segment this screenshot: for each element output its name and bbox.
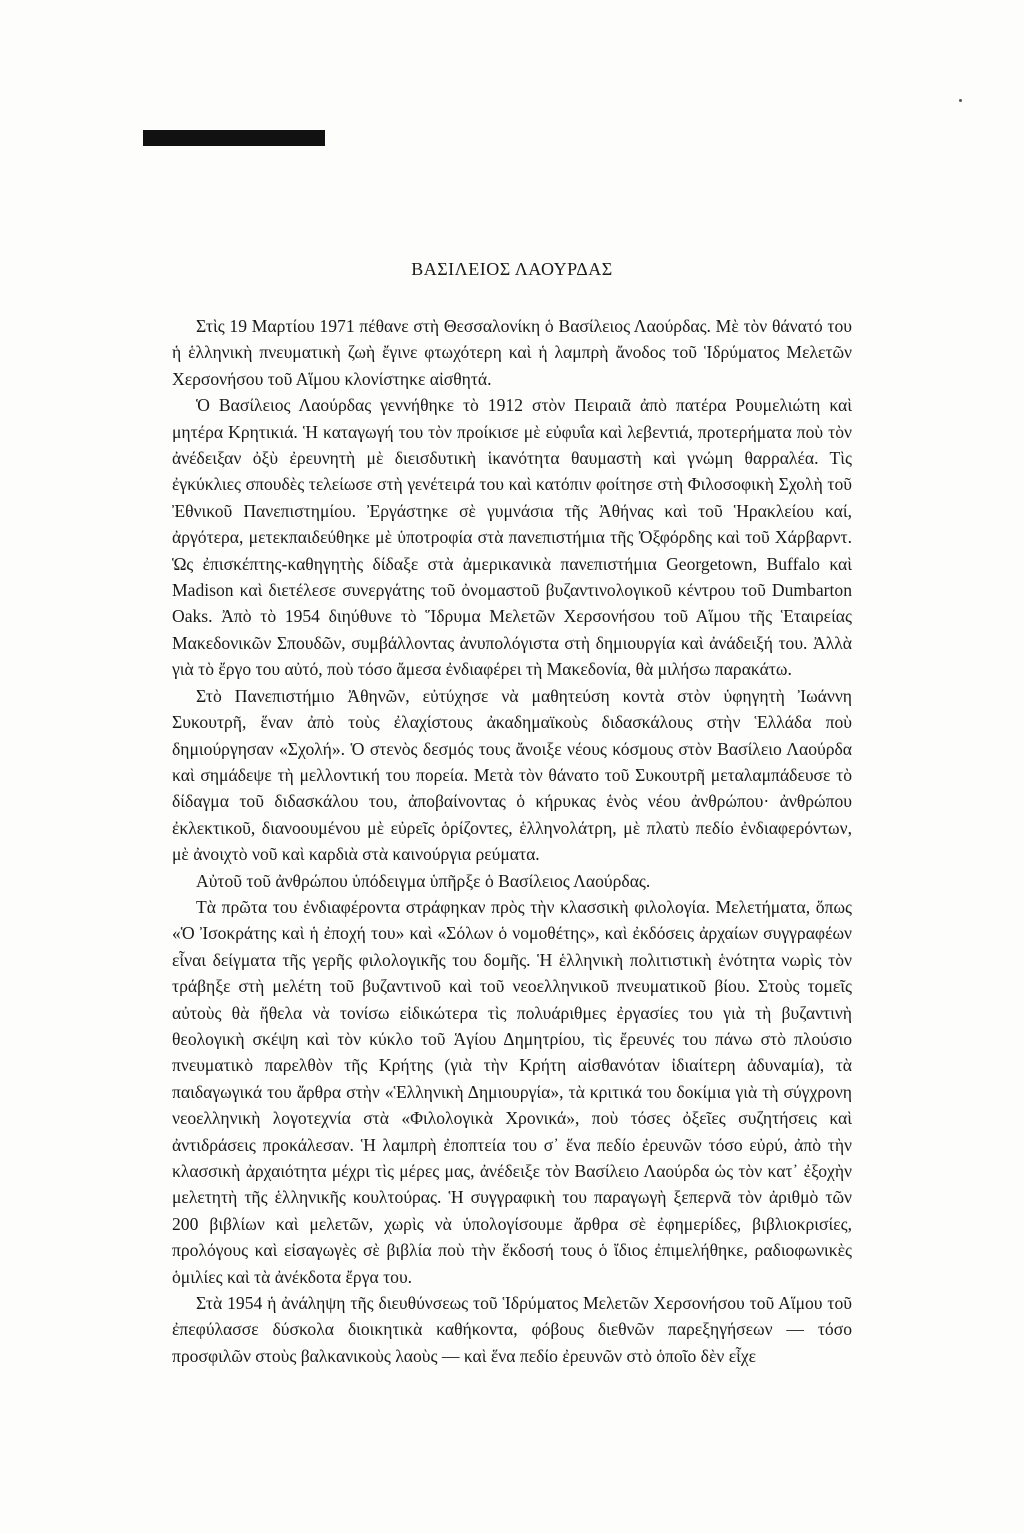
article-title: ΒΑΣΙΛΕΙΟΣ ΛΑΟΥΡΔΑΣ: [411, 259, 613, 279]
paragraph: Αὐτοῦ τοῦ ἀνθρώπου ὑπόδειγμα ὑπῆρξε ὁ Βασίλειος Λαούρδας.: [196, 870, 651, 891]
paragraph: Ὁ Βασίλειος Λαούρδας γεννήθηκε τὸ 1912 στὸν Πειραιᾶ ἀπὸ πατέρα Ρουμελιώτη καὶ μητέρα Κρητικιά. Ἡ καταγωγή του τὸν προίκισε μὲ εὐφυΐα καὶ λεβεντιά, προτερήματα ποὺ τὸν ἀνέδειξαν ὀξὺ ἐρευνητὴ μὲ διεισδυτικὴ ἱκανότητα θαυμαστὴ καὶ γνώμη θαρραλέα. Τὶς ἐγκύκλιες σπουδὲς τελείωσε στὴ γενέτειρά του καὶ κατόπιν φοίτησε στὴ Φιλοσοφικὴ Σχολὴ τοῦ Ἐθνικοῦ Πανεπιστημίου. Ἐργάστηκε σὲ γυμνάσια τῆς Ἀθήνας καὶ τοῦ Ἡρακλείου καί, ἀργότερα, μετεκπαιδεύθηκε μὲ ὑποτροφία στὰ πανεπιστήμια τῆς Ὀξφόρδης καὶ τοῦ Χάρβαρντ. Ὡς ἐπισκέπτης-καθηγητὴς δίδαξε στὰ ἀμερικανικὰ πανεπιστήμια Georgetown, Buffalo καὶ Madison καὶ διετέλεσε συνεργάτης τοῦ ὀνομαστοῦ βυζαντινολογικοῦ κέντρου τοῦ Dumbarton Oaks. Ἀπὸ τὸ 1954 διηύθυνε τὸ Ἵδρυμα Μελετῶν Χερσονήσου τοῦ Αἵμου τῆς Ἑταιρείας Μακεδονικῶν Σπουδῶν, συμβάλλοντας ἀνυπολόγιστα στὴ δημιουργία καὶ ἀνάδειξή του. Ἀλλὰ γιὰ τὸ ἔργο του αὐτό, ποὺ τόσο ἄμεσα ἐνδιαφέρει τὴ Μακεδονία, θὰ μιλήσω παρακάτω.: [172, 395, 852, 680]
paragraph: Στὶς 19 Μαρτίου 1971 πέθανε στὴ Θεσσαλονίκη ὁ Βασίλειος Λαούρδας. Μὲ τὸν θάνατό του ἡ ἑλληνικὴ πνευματικὴ ζωὴ ἔγινε φτωχότερη καὶ ἡ λαμπρὴ ἄνοδος τοῦ Ἱδρύματος Μελετῶν Χερσονήσου τοῦ Αἵμου κλονίστηκε αἰσθητά.: [172, 316, 852, 389]
header-bar: [143, 130, 325, 146]
scan-speck: [959, 99, 962, 102]
article-body: [172, 313, 852, 1369]
paragraph: Στὸ Πανεπιστήμιο Ἀθηνῶν, εὐτύχησε νὰ μαθητεύση κοντὰ στὸν ὑφηγητὴ Ἰωάννη Συκουτρῆ, ἕναν ἀπὸ τοὺς ἐλαχίστους ἀκαδημαϊκοὺς διδασκάλους στὴν Ἑλλάδα ποὺ δημιούργησαν «Σχολή». Ὁ στενὸς δεσμός τους ἄνοιξε νέους κόσμους στὸν Βασίλειο Λαούρδα καὶ σημάδεψε τὴ μελλοντική του πορεία. Μετὰ τὸν θάνατο τοῦ Συκουτρῆ μεταλαμπάδευσε τὸ δίδαγμα τοῦ διδασκάλου του, ἀποβαίνοντας ὁ κήρυκας ἑνὸς νέου ἀνθρώπου· ἀνθρώπου ἐκλεκτικοῦ, διανοουμένου μὲ εὐρεῖς ὁρίζοντες, ἑλληνολάτρη, μὲ πλατὺ πεδίο ἐνδιαφερόντων, μὲ ἀνοιχτὸ νοῦ καὶ καρδιὰ στὰ καινούργια ρεύματα.: [172, 685, 852, 865]
paragraph: Στὰ 1954 ἡ ἀνάληψη τῆς διευθύνσεως τοῦ Ἱδρύματος Μελετῶν Χερσονήσου τοῦ Αἵμου τοῦ ἐπεφύλασσε δύσκολα διοικητικὰ καθήκοντα, φόβους διεθνῶν παρεξηγήσεων — τόσο προσφιλῶν στοὺς βαλκανικοὺς λαοὺς — καὶ ἕνα πεδίο ἐρευνῶν στὸ ὁποῖο δὲν εἶχε: [172, 1293, 852, 1366]
paragraph: Τὰ πρῶτα του ἐνδιαφέροντα στράφηκαν πρὸς τὴν κλασσικὴ φιλολογία. Μελετήματα, ὅπως «Ὁ Ἰσοκράτης καὶ ἡ ἐποχή του» καὶ «Σόλων ὁ νομοθέτης», καὶ ἐκδόσεις ἀρχαίων συγγραφέων εἶναι δείγματα τῆς γερῆς φιλολογικῆς του δομῆς. Ἡ ἑλληνικὴ πολιτιστικὴ ἑνότητα νωρὶς τὸν τράβηξε στὴ μελέτη τοῦ βυζαντινοῦ καὶ τοῦ νεοελληνικοῦ πνευματικοῦ βίου. Στοὺς τομεῖς αὐτοὺς θὰ ἤθελα νὰ τονίσω εἰδικώτερα τὶς πολυάριθμες ἐργασίες του γιὰ τὴ βυζαντινὴ θεολογικὴ σκέψη καὶ τὸν κύκλο τοῦ Ἁγίου Δημητρίου, τὶς ἔρευνές του πάνω στὸ πλούσιο πνευματικὸ παρελθὸν τῆς Κρήτης (γιὰ τὴν Κρήτη αἰσθανόταν ἰδιαίτερη ἀδυναμία), τὰ παιδαγωγικά του ἄρθρα στὴν «Ἑλληνικὴ Δημιουργία», τὰ κριτικά του δοκίμια γιὰ τὴ σύγχρονη νεοελληνικὴ λογοτεχνία στὰ «Φιλολογικὰ Χρονικά», ποὺ τόσες ὀξεῖες συζητήσεις καὶ ἀντιδράσεις προκάλεσαν. Ἡ λαμπρὴ ἐποπτεία του σ᾽ ἕνα πεδίο ἐρευνῶν τόσο εὐρύ, ἀπὸ τὴν κλασσικὴ ἀρχαιότητα μέχρι τὶς μέρες μας, ἀνέδειξε τὸν Βασίλειο Λαούρδα ὡς τὸν κατ᾽ ἐξοχὴν μελετητὴ τῆς ἑλληνικῆς κουλτούρας. Ἡ συγγραφικὴ του παραγωγὴ ξεπερνᾶ τὸν ἀριθμὸ τῶν 200 βιβλίων καὶ μελετῶν, χωρὶς νὰ ὑπολογίσουμε ἄρθρα σὲ ἐφημερίδες, βιβλιοκρισίες, προλόγους καὶ εἰσαγωγὲς σὲ βιβλία ποὺ τὴν ἔκδοσή τους ὁ ἴδιος ἐπιμελήθηκε, ραδιοφωνικὲς ὁμιλίες καὶ τὰ ἀνέκδοτα ἔργα του.: [172, 896, 852, 1287]
